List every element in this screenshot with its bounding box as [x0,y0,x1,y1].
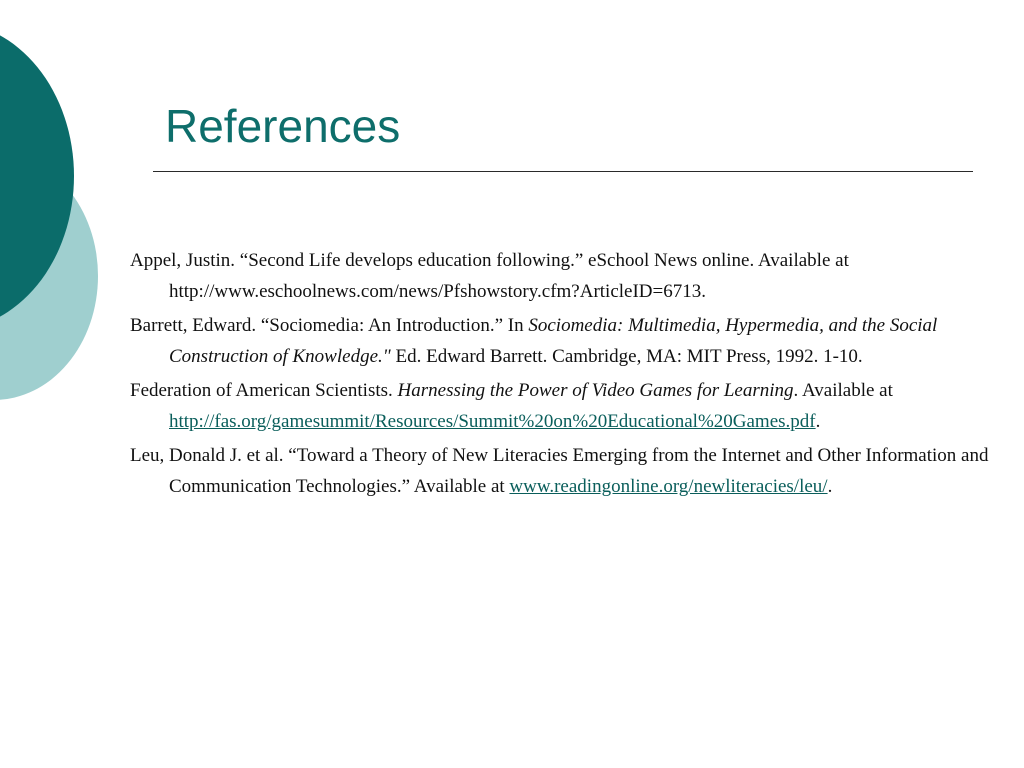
reference-link[interactable]: http://fas.org/gamesummit/Resources/Summit%20on%20Educational%20Games.pdf [169,411,816,432]
reference-text: “Second Life develops education following.” eSchool News online. [239,250,755,271]
reference-item-appel [130,245,1018,307]
reference-author: Leu, Donald J. et al. [130,445,284,466]
reference-link[interactable]: www.readingonline.org/newliteracies/leu/ [509,476,828,497]
reference-title-italic: Harnessing the Power of Video Games for Learning [397,380,794,401]
reference-author: Federation of American Scientists. [130,380,393,401]
reference-text: “Sociomedia: An Introduction.” In [260,315,524,336]
title-divider [153,171,973,172]
reference-text: . [827,476,833,497]
reference-text: Ed. Edward Barrett. Cambridge, MA: MIT Press, 1992. 1-10. [395,346,863,367]
reference-list [130,245,1018,505]
reference-title-italic: Sociomedia: Multimedia, Hypermedia, and the Social Construction of Knowledge." [169,315,938,367]
slide-title: References [165,100,401,152]
reference-item-barrett [130,310,1018,372]
reference-text: Available at http://www.eschoolnews.com/news/Pfshowstory.cfm?ArticleID=6713. [169,250,849,302]
reference-author: Appel, Justin. [130,250,236,271]
reference-author: Barrett, Edward. [130,315,257,336]
reference-text: . [815,411,821,432]
reference-item-fas [130,375,1018,437]
reference-item-leu [130,440,1018,502]
reference-text: . Available at [793,380,893,401]
reference-text: “Toward a Theory of New Literacies Emerging from the Internet and Other Information and Communication Technologies.” Available at [169,445,989,497]
